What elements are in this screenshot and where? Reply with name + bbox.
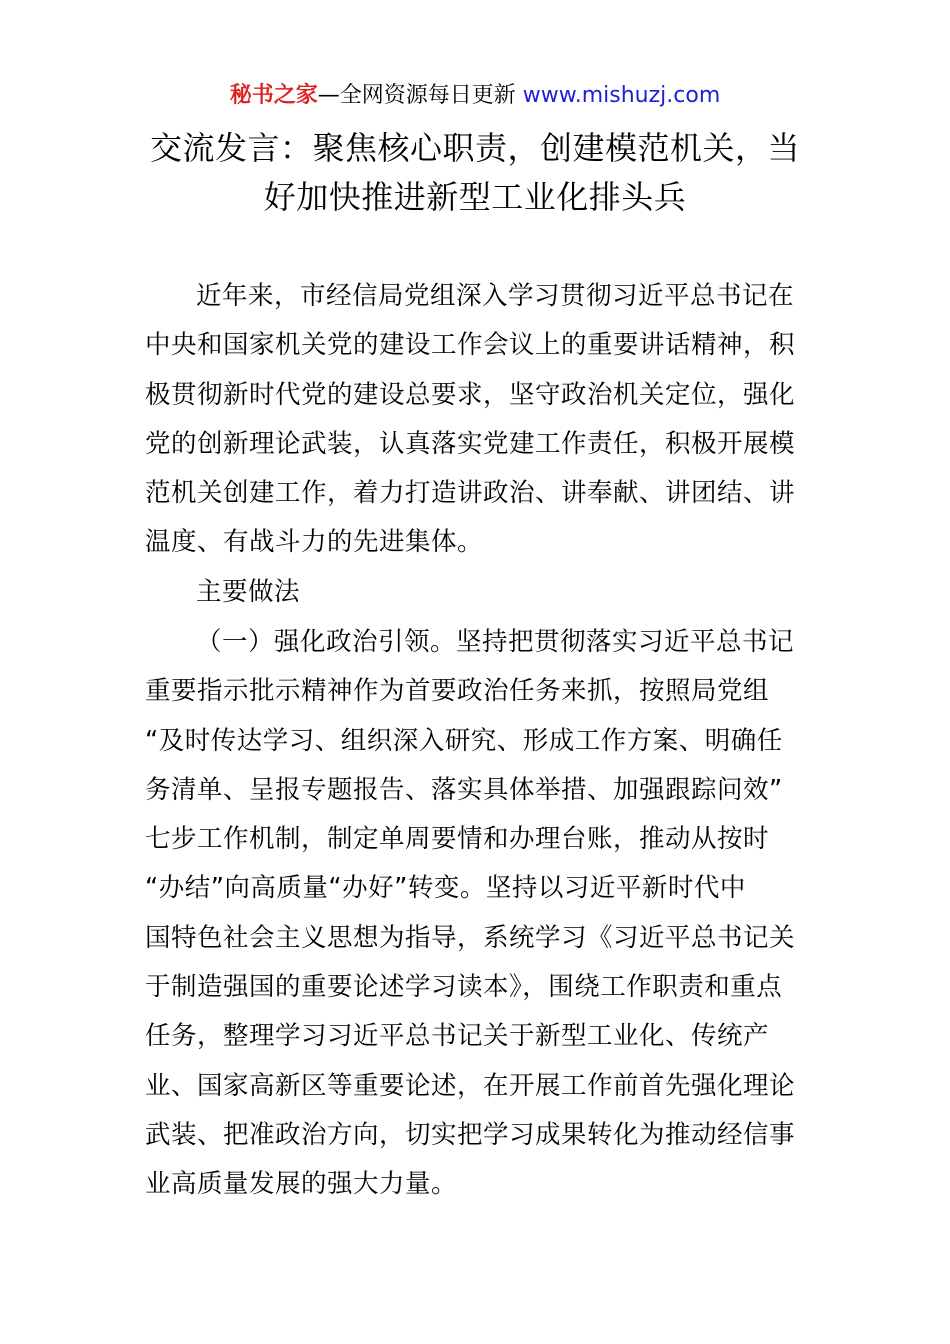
paragraph-line: （一）强化政治引领。坚持把贯彻落实习近平总书记: [196, 627, 795, 657]
site-url-link[interactable]: www.mishuzj.com: [522, 83, 721, 108]
paragraph-line: 业高质量发展的强大力量。: [145, 1169, 458, 1200]
body-paragraph-section-one: [145, 618, 807, 1210]
paragraph-line: 于制造强国的重要论述学习读本》，围绕工作职责和重点: [145, 972, 783, 1003]
site-header: [0, 80, 950, 112]
body-paragraph-intro: [145, 272, 807, 568]
paragraph-line: 七步工作机制，制定单周要情和办理台账，推动从按时: [145, 824, 770, 855]
paragraph-line: 务清单、呈报专题报告、落实具体举措、加强跟踪问效”: [145, 774, 783, 805]
section-heading: 主要做法: [196, 577, 301, 607]
paragraph-line: 近年来，市经信局党组深入学习贯彻习近平总书记在: [196, 281, 795, 311]
paragraph-line: 温度、有战斗力的先进集体。: [145, 527, 484, 558]
paragraph-line: 任务，整理学习习近平总书记关于新型工业化、传统产: [145, 1021, 770, 1052]
title-line-1: 交流发言：聚焦核心职责，创建模范机关，当: [149, 129, 800, 167]
paragraph-line: “办结”向高质量“办好”转变。坚持以习近平新时代中: [145, 873, 746, 904]
paragraph-line: 国特色社会主义思想为指导，系统学习《习近平总书记关: [145, 922, 796, 953]
paragraph-line: 武装、把准政治方向，切实把学习成果转化为推动经信事: [145, 1119, 796, 1150]
document-title: [145, 124, 805, 222]
paragraph-line: 业、国家高新区等重要论述，在开展工作前首先强化理论: [145, 1070, 796, 1101]
paragraph-line: 党的创新理论武装，认真落实党建工作责任，积极开展模: [145, 428, 796, 459]
title-line-2: 好加快推进新型工业化排头兵: [263, 178, 687, 216]
paragraph-line: “及时传达学习、组织深入研究、形成工作方案、明确任: [145, 725, 783, 756]
brand-name: 秘书之家: [229, 83, 318, 108]
paragraph-line: 中央和国家机关党的建设工作会议上的重要讲话精神，积: [145, 330, 796, 361]
paragraph-line: 范机关创建工作，着力打造讲政治、讲奉献、讲团结、讲: [145, 478, 796, 509]
header-tagline: —全网资源每日更新: [317, 83, 516, 108]
paragraph-line: 极贯彻新时代党的建设总要求，坚守政治机关定位，强化: [145, 379, 796, 410]
paragraph-line: 重要指示批示精神作为首要政治任务来抓，按照局党组: [145, 676, 770, 707]
section-heading-block: [145, 568, 807, 617]
